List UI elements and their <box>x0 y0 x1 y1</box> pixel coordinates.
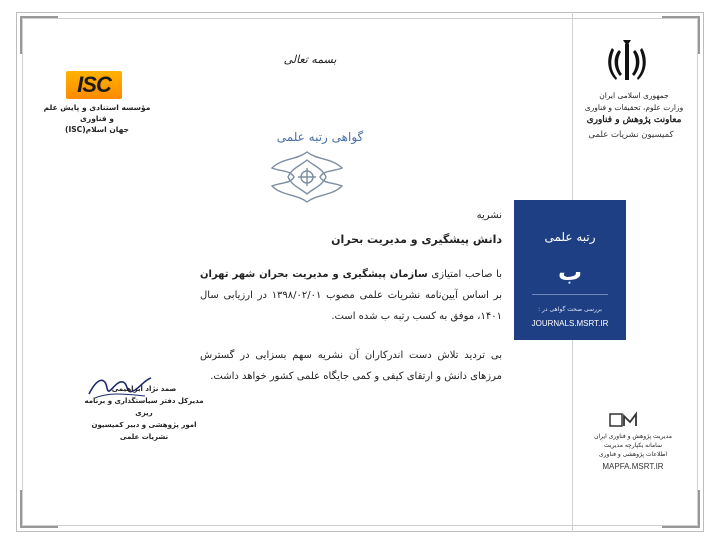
signatory-title3: نشریات علمی <box>119 433 169 441</box>
signatory <box>84 383 204 443</box>
ministry-line3: معاونت پژوهش و فناوری <box>586 115 682 125</box>
closing-paragraph: بی تردید تلاش دست اندرکاران آن نشریه سهم بسزایی در گسترش مرزهای دانش و ارتقای کیفی و کمی جایگاه علمی کشور خواهد داشت. <box>200 350 502 382</box>
certificate-title: گواهی رتبه علمی <box>276 130 364 144</box>
mapfa-line2: سامانه یکپارچه مدیریت <box>604 442 662 449</box>
mapfa-line1: مدیریت پژوهش و فناوری ایران <box>594 433 672 440</box>
corner-ornament <box>662 490 700 528</box>
isc-name <box>42 102 152 135</box>
paragraph-prefix: با صاحب امتیازی <box>431 269 502 280</box>
mapfa-url[interactable]: MAPFA.MSRT.IR <box>602 462 664 471</box>
rank-title: رتبه علمی <box>544 230 596 244</box>
ministry-name <box>578 90 690 114</box>
commission-name: کمیسیون نشریات علمی <box>588 130 674 140</box>
isc-logo <box>66 71 122 99</box>
ministry-line2: وزارت علوم، تحقیقات و فناوری <box>584 103 684 112</box>
rank-box <box>514 200 626 340</box>
bismillah: بسمه تعالی <box>283 53 337 66</box>
corner-ornament <box>20 16 58 54</box>
signatory-title2: امور پژوهشی و دبیر کمیسیون <box>91 421 197 429</box>
ornament-icon <box>262 150 352 204</box>
mapfa-name <box>578 432 688 459</box>
signatory-title1: مدیرکل دفتر سیاستگذاری و برنامه ریزی <box>84 397 204 417</box>
journal-owner: سازمان پیشگیری و مدیریت بحران شهر تهران <box>200 269 428 280</box>
isc-name-line2: جهان اسلام(ISC) <box>65 125 129 134</box>
rank-check-text: بررسی صحت گواهی در : <box>538 306 602 313</box>
isc-logo-text: ISC <box>77 72 111 97</box>
corner-ornament <box>20 490 58 528</box>
mapfa-line3: اطلاعات پژوهشی و فناوری <box>598 451 668 458</box>
rank-url[interactable]: JOURNALS.MSRT.IR <box>531 319 609 328</box>
journal-name: دانش پیشگیری و مدیریت بحران <box>331 233 502 246</box>
ministry-line1: جمهوری اسلامی ایران <box>599 91 669 100</box>
rank-letter: ب <box>557 258 583 286</box>
signatory-name: صمد نژاد ابراهیمی <box>111 385 177 393</box>
mapfa-logo-icon <box>608 410 638 430</box>
ministry-deputy <box>578 114 690 126</box>
corner-ornament <box>662 16 700 54</box>
journal-label: نشریه <box>476 210 502 221</box>
rank-separator <box>532 294 608 295</box>
paragraph-suffix: بر اساس آیین‌نامه نشریات علمی مصوب ۱۳۹۸/۰۲/۰۱ در ارزیابی سال ۱۴۰۱، موفق به کسب رتبه ب شده است. <box>200 290 502 322</box>
iran-emblem-icon <box>604 40 650 90</box>
certificate-paragraph <box>200 264 502 327</box>
isc-name-line1: مؤسسه استنادی و پایش علم و فناوری <box>43 103 151 123</box>
